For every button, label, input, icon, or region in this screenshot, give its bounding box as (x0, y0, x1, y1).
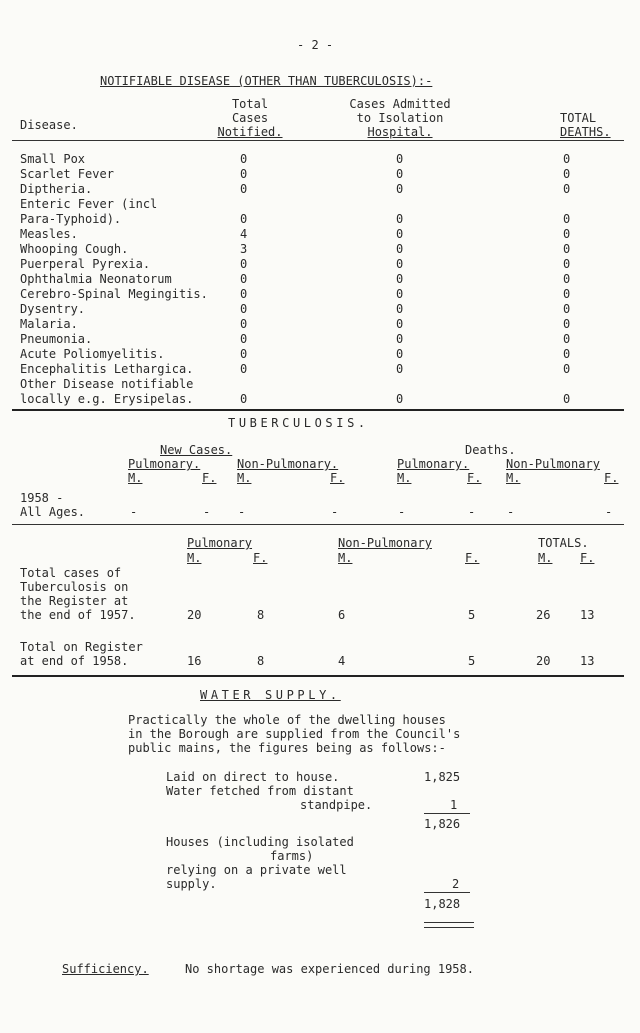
notified-value: 0 (240, 392, 248, 406)
admitted-value: 0 (396, 182, 404, 196)
dash-value: - (238, 505, 246, 519)
deaths-value: 0 (563, 317, 571, 331)
register-row-label: the end of 1957. (20, 608, 136, 622)
deaths-value: 0 (563, 332, 571, 346)
register-row-label: at end of 1958. (20, 654, 129, 668)
m-label: M. (128, 471, 143, 485)
deaths-value: 0 (563, 347, 571, 361)
section-divider (12, 409, 624, 411)
disease-name: Pneumonia. (20, 332, 93, 346)
disease-name: Acute Poliomyelitis. (20, 347, 165, 361)
register-f: F. (465, 551, 480, 565)
header-admitted-2: to Isolation (356, 111, 444, 125)
register-header-totals: TOTALS. (538, 536, 589, 550)
disease-name: Malaria. (20, 317, 78, 331)
disease-name: Other Disease notifiable (20, 377, 194, 391)
disease-name: locally e.g. Erysipelas. (20, 392, 194, 406)
notified-value: 0 (240, 152, 248, 166)
register-value: 4 (338, 654, 346, 668)
deaths-value: 0 (563, 392, 571, 406)
deaths-value: 0 (563, 227, 571, 241)
standpipe-label: standpipe. (300, 798, 373, 812)
register-header-pulmonary: Pulmonary (187, 536, 253, 550)
admitted-value: 0 (396, 317, 404, 331)
admitted-value: 0 (396, 227, 404, 241)
dash-value: - (203, 505, 211, 519)
water-title: WATER SUPPLY. (200, 688, 341, 702)
f-label: F. (604, 471, 619, 485)
subtotal-value: 1,826 (424, 817, 461, 831)
deaths-value: 0 (563, 167, 571, 181)
register-row-label: Total cases of (20, 566, 122, 580)
houses-label: farms) (270, 849, 314, 863)
dash-value: - (507, 505, 515, 519)
notified-value: 4 (240, 227, 248, 241)
disease-name: Diptheria. (20, 182, 93, 196)
header-admitted-1: Cases Admitted (349, 97, 451, 111)
houses-label: supply. (166, 877, 217, 891)
register-value: 6 (338, 608, 346, 622)
non-pulmonary-label: Non-Pulmonary. (237, 457, 339, 471)
deaths-value: 0 (563, 287, 571, 301)
disease-name: Scarlet Fever (20, 167, 114, 181)
laid-on-label: Laid on direct to house. (166, 770, 340, 784)
disease-name: Dysentry. (20, 302, 86, 316)
admitted-value: 0 (396, 242, 404, 256)
register-value: 26 (536, 608, 551, 622)
f-label: F. (467, 471, 482, 485)
notified-value: 0 (240, 302, 248, 316)
notified-value: 0 (240, 167, 248, 181)
notified-value: 0 (240, 347, 248, 361)
notified-value: 0 (240, 287, 248, 301)
register-m: M. (187, 551, 202, 565)
header-notified-3: Notified. (217, 125, 283, 139)
deaths-value: 0 (563, 212, 571, 226)
f-label: F. (202, 471, 217, 485)
water-intro-line: Practically the whole of the dwelling houses (128, 713, 446, 727)
dash-value: - (605, 505, 613, 519)
disease-name: Measles. (20, 227, 78, 241)
sufficiency-text: No shortage was experienced during 1958. (185, 962, 474, 976)
register-value: 13 (580, 654, 595, 668)
notified-value: 0 (240, 362, 248, 376)
total-value: 1,828 (424, 897, 461, 911)
water-intro-line: public mains, the figures being as follows:- (128, 741, 446, 755)
new-cases-label: New Cases. (160, 443, 233, 457)
dash-value: - (398, 505, 406, 519)
header-notified-1: Total (231, 97, 269, 111)
dash-value: - (331, 505, 339, 519)
deaths-value: 0 (563, 152, 571, 166)
notified-value: 0 (240, 257, 248, 271)
m-label: M. (237, 471, 252, 485)
disease-name: Encephalitis Lethargica. (20, 362, 194, 376)
deaths-value: 0 (563, 272, 571, 286)
disease-name: Whooping Cough. (20, 242, 129, 256)
disease-name: Puerperal Pyrexia. (20, 257, 151, 271)
total-double-rule (424, 922, 474, 928)
m-label: M. (506, 471, 521, 485)
sufficiency-label: Sufficiency. (62, 962, 149, 976)
register-m: M. (538, 551, 553, 565)
disease-name: Para-Typhoid). (20, 212, 122, 226)
standpipe-value: 1 (450, 798, 458, 812)
deaths-pulmonary-label: Pulmonary. (397, 457, 470, 471)
admitted-value: 0 (396, 152, 404, 166)
houses-label: Houses (including isolated (166, 835, 354, 849)
header-disease: Disease. (20, 118, 78, 132)
notified-value: 0 (240, 272, 248, 286)
deaths-value: 0 (563, 257, 571, 271)
admitted-value: 0 (396, 347, 404, 361)
sum-rule (424, 813, 470, 814)
houses-value: 2 (452, 877, 460, 891)
notified-value: 0 (240, 317, 248, 331)
notified-value: 3 (240, 242, 248, 256)
deaths-value: 0 (563, 182, 571, 196)
register-row-label: the Register at (20, 594, 129, 608)
page-number: - 2 - (297, 38, 334, 52)
admitted-value: 0 (396, 392, 404, 406)
m-label: M. (397, 471, 412, 485)
admitted-value: 0 (396, 212, 404, 226)
admitted-value: 0 (396, 272, 404, 286)
tb-rule (12, 524, 624, 525)
dash-value: - (130, 505, 138, 519)
register-row-label: Total on Register (20, 640, 143, 654)
dash-value: - (468, 505, 476, 519)
admitted-value: 0 (396, 332, 404, 346)
water-intro-line: in the Borough are supplied from the Council's (128, 727, 461, 741)
header-admitted-3: Hospital. (367, 125, 433, 139)
disease-name: Small Pox (20, 152, 86, 166)
header-deaths-2: DEATHS. (560, 125, 611, 139)
admitted-value: 0 (396, 257, 404, 271)
deaths-label: Deaths. (465, 443, 516, 457)
notifiable-title: NOTIFIABLE DISEASE (OTHER THAN TUBERCULOSIS):- (100, 74, 433, 88)
register-value: 13 (580, 608, 595, 622)
admitted-value: 0 (396, 167, 404, 181)
laid-on-value: 1,825 (424, 770, 461, 784)
register-value: 8 (257, 654, 265, 668)
standpipe-label: Water fetched from distant (166, 784, 354, 798)
register-value: 20 (187, 608, 202, 622)
register-f: F. (253, 551, 268, 565)
header-rule (12, 140, 624, 141)
houses-label: relying on a private well (166, 863, 347, 877)
header-notified-2: Cases (231, 111, 269, 125)
notified-value: 0 (240, 212, 248, 226)
register-value: 5 (468, 608, 476, 622)
f-label: F. (330, 471, 345, 485)
notified-value: 0 (240, 332, 248, 346)
register-value: 8 (257, 608, 265, 622)
sum-rule (424, 892, 470, 893)
pulmonary-label: Pulmonary. (128, 457, 201, 471)
deaths-value: 0 (563, 362, 571, 376)
register-value: 20 (536, 654, 551, 668)
register-row-label: Tuberculosis on (20, 580, 129, 594)
tuberculosis-title: TUBERCULOSIS. (228, 416, 369, 430)
register-value: 5 (468, 654, 476, 668)
disease-name: Ophthalmia Neonatorum (20, 272, 172, 286)
year-label: 1958 - (20, 491, 64, 505)
section-divider (12, 675, 624, 677)
notified-value: 0 (240, 182, 248, 196)
register-m: M. (338, 551, 353, 565)
deaths-value: 0 (563, 242, 571, 256)
deaths-non-pulmonary-label: Non-Pulmonary (506, 457, 600, 471)
deaths-value: 0 (563, 302, 571, 316)
register-value: 16 (187, 654, 202, 668)
admitted-value: 0 (396, 287, 404, 301)
register-f: F. (580, 551, 595, 565)
admitted-value: 0 (396, 362, 404, 376)
year-label: All Ages. (20, 505, 86, 519)
disease-name: Cerebro-Spinal Megingitis. (20, 287, 208, 301)
register-header-non-pulmonary: Non-Pulmonary (338, 536, 432, 550)
admitted-value: 0 (396, 302, 404, 316)
header-deaths-1: TOTAL (560, 111, 597, 125)
disease-name: Enteric Fever (incl (20, 197, 158, 211)
